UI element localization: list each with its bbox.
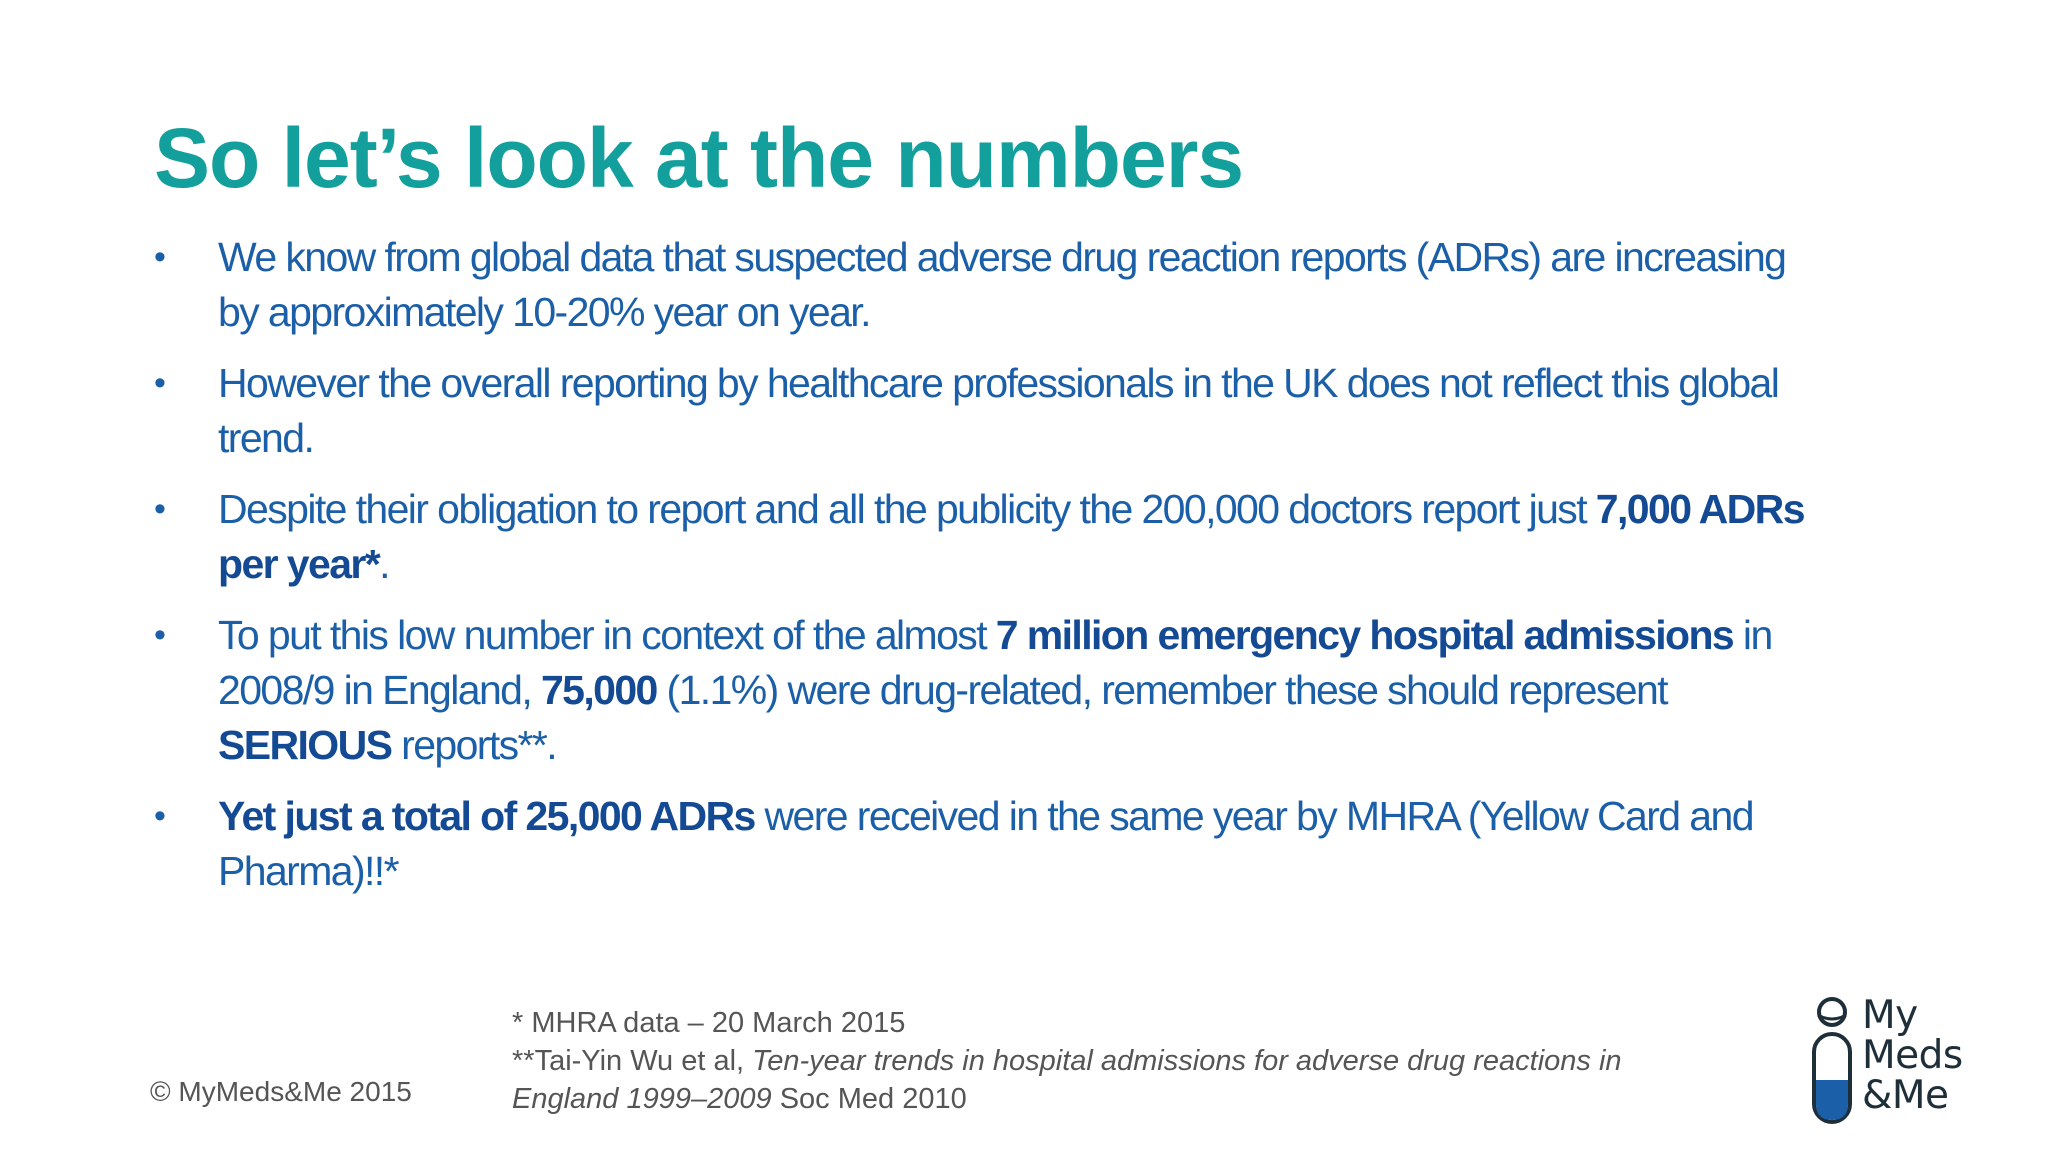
bullet-emphasis: Yet just a total of 25,000 ADRs (218, 793, 755, 839)
bullet-text: were received in the same year by MHRA (Yellow Card and Pharma)!!* (218, 793, 1753, 894)
bullet-text: However the overall reporting by healthcare professionals in the UK does not reflect this global trend. (218, 360, 1779, 461)
mymedsme-logo (1808, 993, 1988, 1126)
bullet-item (150, 608, 1810, 773)
bullet-emphasis: 7 million emergency hospital admissions (995, 612, 1734, 658)
bullet-list (150, 230, 1810, 915)
bullet-dot: • (154, 616, 166, 654)
copyright-text: © MyMeds&Me 2015 (150, 1076, 412, 1107)
bullet-text: (1.1%) were drug-related, remember these should represent (656, 667, 1667, 713)
bullet-emphasis: 75,000 (540, 667, 657, 713)
reference-2-title: Ten-year trends in hospital admissions for adverse drug reactions in England 1999–2009 (512, 1045, 1622, 1115)
logo-line-me: &Me (1862, 1073, 1949, 1118)
bullet-text: Despite their obligation to report and all the publicity the 200,000 doctors report just (218, 486, 1596, 532)
bullet-item (150, 789, 1810, 899)
bullet-item (150, 356, 1810, 466)
logo-wordmark (1862, 993, 1963, 1118)
logo-line-my: My (1862, 993, 1918, 1038)
bullet-text: in 2008/9 in England, (218, 612, 1772, 713)
bullet-dot: • (154, 490, 166, 528)
bullet-text: We know from global data that suspected adverse drug reaction reports (ADRs) are increasing by approximately 10-20% year on year. (218, 234, 1786, 335)
slide-title: So let’s look at the numbers (154, 111, 1244, 205)
bullet-emphasis: 7,000 ADRs per year* (218, 486, 1804, 587)
reference-1: * MHRA data – 20 March 2015 (512, 1007, 906, 1039)
bullet-text: . (379, 541, 389, 587)
bullet-item (150, 482, 1810, 592)
logo-line-meds: Meds (1862, 1033, 1963, 1078)
bullet-dot: • (154, 797, 166, 835)
reference-2-authors: **Tai-Yin Wu et al, (512, 1045, 753, 1077)
bullet-text: To put this low number in context of the almost (218, 612, 996, 658)
reference-2-source: Soc Med 2010 (771, 1083, 967, 1115)
bullet-emphasis: SERIOUS (218, 722, 392, 768)
bullet-text: reports**. (391, 722, 557, 768)
bullet-dot: • (154, 364, 166, 402)
bullet-item (150, 230, 1810, 340)
pill-person-icon (1808, 996, 1856, 1126)
references (512, 1004, 1712, 1118)
bullet-dot: • (154, 238, 166, 276)
reference-2 (512, 1042, 1712, 1118)
